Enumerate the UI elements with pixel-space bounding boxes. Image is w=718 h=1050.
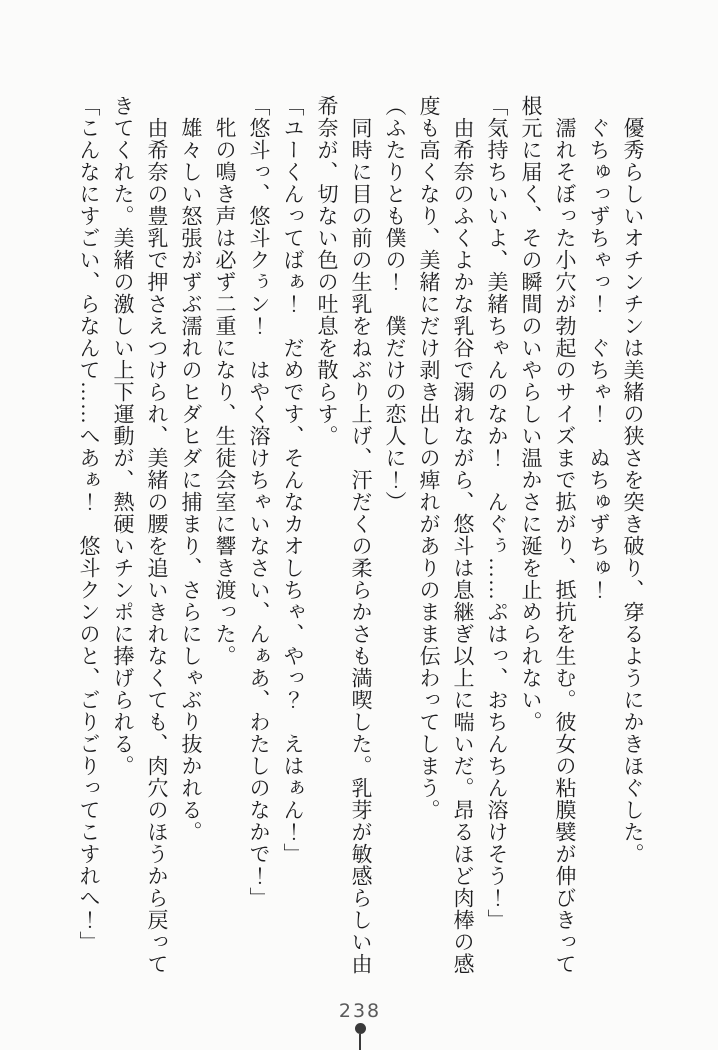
text-column: 由希奈の豊乳で押さえつけられ、美緒の腰を追いきれなくても、肉穴のほうから戻って bbox=[145, 117, 169, 975]
text-column: 同時に目の前の生乳をねぶり上げ、汗だくの柔らかさも満喫した。乳芽が敏感らしい由 bbox=[349, 117, 373, 975]
page-pin-ornament-icon bbox=[354, 1023, 366, 1050]
text-column: ぐちゅっずちゃっ！ ぐちゃ！ ぬちゅずちゅ！ bbox=[587, 117, 611, 601]
pin-head bbox=[355, 1023, 366, 1034]
text-column: 由希奈のふくよかな乳谷で溺れながら、悠斗は息継ぎ以上に喘いだ。昂るほど肉棒の感 bbox=[451, 117, 475, 975]
text-column: 希奈が、切ない色の吐息を散らす。 bbox=[315, 95, 339, 447]
text-column: 根元に届く、その瞬間のいやらしい温かさに涎を止められない。 bbox=[519, 95, 543, 733]
text-column: （ふたりとも僕の！ 僕だけの恋人に！） bbox=[383, 95, 407, 513]
pin-stem bbox=[359, 1034, 361, 1050]
text-column: 濡れそぼった小穴が勃起のサイズまで拡がり、抵抗を生む。彼女の粘膜襞が伸びきって bbox=[553, 117, 577, 975]
text-column: 「ユーくんってばぁ！ だめです、そんなカオしちゃ、やっ？ えはぁん！」 bbox=[281, 95, 305, 865]
text-column: 「気持ちいいよ、美緒ちゃんのなか！ んぐぅ……ぷはっ、おちんちん溶けそう！」 bbox=[485, 95, 509, 931]
body-text bbox=[70, 95, 650, 983]
text-column: 牝の鳴き声は必ず二重になり、生徒会室に響き渡った。 bbox=[213, 117, 237, 667]
text-column: 優秀らしいオチンチンは美緒の狭さを突き破り、穿るようにかきほぐした。 bbox=[621, 117, 645, 865]
text-column: 雄々しい怒張がずぶ濡れのヒダヒダに捕まり、さらにしゃぶり抜かれる。 bbox=[179, 117, 203, 843]
text-column: 度も高くなり、美緒にだけ剥き出しの痺れがありのまま伝わってしまう。 bbox=[417, 95, 441, 821]
text-column: 「こんなにすごい、らなんて……へあぁ！ 悠斗クンのと、ごりごりってこすれへ！」 bbox=[77, 95, 101, 953]
page-number: 238 bbox=[338, 1000, 382, 1022]
text-column: きてくれた。美緒の激しい上下運動が、熱硬いチンポに捧げられる。 bbox=[111, 95, 135, 777]
text-column: 「悠斗っ、悠斗クぅン！ はやく溶けちゃいなさい、んぁあ、わたしのなかで！」 bbox=[247, 95, 271, 909]
